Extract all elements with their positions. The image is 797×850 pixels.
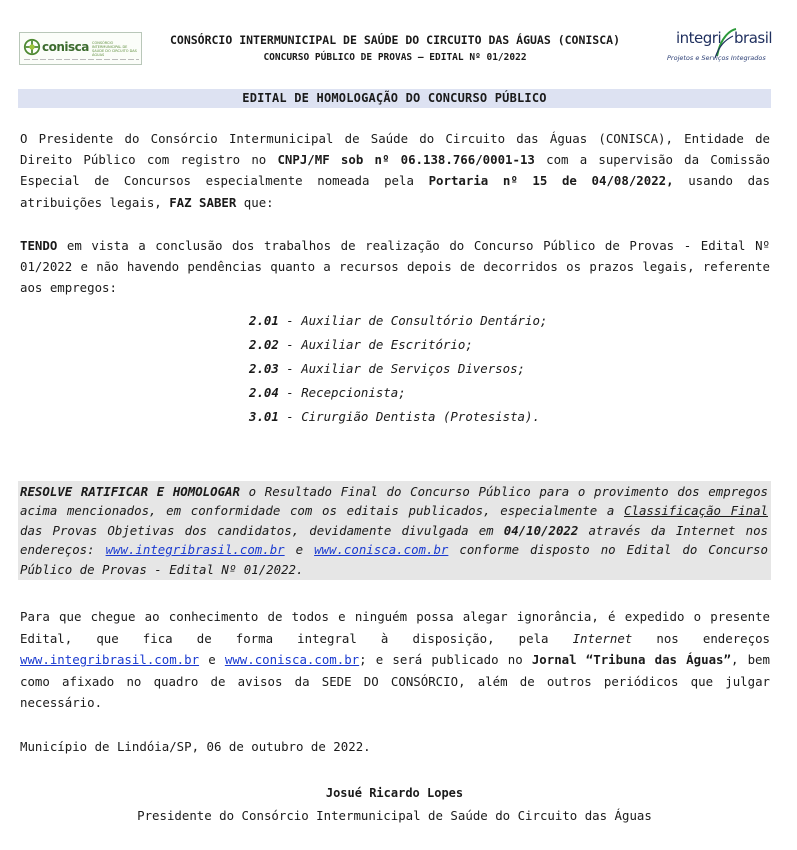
list-item <box>249 381 649 405</box>
job-name: - Recepcionista; <box>278 385 406 400</box>
resolve-date: 04/10/2022 <box>503 522 579 538</box>
integribrasil-logo <box>664 26 784 70</box>
tendo-text: em vista a conclusão dos trabalhos de realização do Concurso Público de Provas - Edital Nº 01/2022 e não havendo pendências quanto a recursos depois de decorridos os prazos legais, referente aos empregos: <box>20 238 770 296</box>
conisca-logo-text: conisca <box>42 40 89 54</box>
list-item <box>249 333 649 357</box>
document-title: EDITAL DE HOMOLOGAÇÃO DO CONCURSO PÚBLICO <box>242 91 547 105</box>
signatory-role: Presidente do Consórcio Intermunicipal de Saúde do Circuito das Águas <box>137 808 652 823</box>
pub-text-2: nos endereços <box>632 630 770 646</box>
pub-text-3: e <box>199 652 225 668</box>
conisca-link-2[interactable]: www.conisca.com.br <box>224 652 360 668</box>
tendo-paragraph <box>20 235 770 299</box>
intro-faz-saber: FAZ SABER <box>169 194 237 210</box>
integribrasil-logo-text-b: brasil <box>734 29 773 47</box>
job-code: 2.01 <box>249 313 279 328</box>
list-item <box>249 357 649 381</box>
conisca-logo-subtitle: CONSÓRCIO INTERMUNICIPAL DE SAÚDE DO CIRCUITO DAS ÁGUAS <box>92 41 137 57</box>
job-list <box>249 309 649 429</box>
resolve-text-4: e <box>284 542 315 558</box>
job-code: 2.03 <box>249 361 279 376</box>
signatory-name: Josué Ricardo Lopes <box>325 786 464 800</box>
intro-text-4: que: <box>236 194 274 210</box>
job-code: 2.02 <box>249 337 279 352</box>
integribrasil-tagline: Projetos e Serviços Integrados <box>667 54 766 62</box>
intro-paragraph <box>20 128 770 213</box>
resolve-text-3: através da Internet nos endereços: <box>20 522 768 558</box>
resolve-box <box>18 481 771 580</box>
conisca-link[interactable]: www.conisca.com.br <box>314 542 449 558</box>
intro-text-3: usando das atribuições legais, <box>20 173 770 210</box>
classificacao-final: Classificação Final <box>624 503 768 519</box>
pub-internet: Internet <box>572 630 633 646</box>
resolve-text-2: das Provas Objetivas dos candidatos, devidamente divulgada em <box>20 522 504 538</box>
header-title: CONSÓRCIO INTERMUNICIPAL DE SAÚDE DO CIRCUITO DAS ÁGUAS (CONISCA) <box>169 33 621 47</box>
resolve-keyword: RESOLVE RATIFICAR E HOMOLOGAR <box>20 484 240 499</box>
resolve-paragraph <box>20 482 768 579</box>
header-subtitle: CONCURSO PÚBLICO DE PROVAS – EDITAL Nº 01/2022 <box>263 52 527 63</box>
conisca-emblem-icon <box>23 38 41 56</box>
job-name: - Auxiliar de Consultório Dentário; <box>278 313 548 328</box>
job-name: - Cirurgião Dentista (Protesista). <box>278 409 540 424</box>
intro-text-2: com a supervisão da Comissão Especial de Concursos especialmente nomeada pela <box>20 152 770 189</box>
pub-text-4: ; e será publicado no <box>359 652 532 668</box>
pub-text-1: Para que chegue ao conhecimento de todos e ninguém possa alegar ignorância, é expedido o presente Edital, que fica de forma integral à disposição, pela <box>20 609 770 646</box>
conisca-logo <box>19 32 142 65</box>
resolve-text-1: o Resultado Final do Concurso Público para o provimento dos empregos acima mencionados, em conformidade com os editais publicados, especialmente a <box>20 484 768 519</box>
list-item <box>249 309 649 333</box>
job-name: - Auxiliar de Serviços Diversos; <box>278 361 526 376</box>
document-title-bar <box>18 89 771 108</box>
list-item <box>249 405 649 429</box>
tendo-keyword: TENDO <box>20 238 58 253</box>
job-name: - Auxiliar de Escritório; <box>278 337 473 352</box>
publication-paragraph <box>20 606 770 714</box>
integribrasil-link-2[interactable]: www.integribrasil.com.br <box>20 652 200 668</box>
integribrasil-link[interactable]: www.integribrasil.com.br <box>105 542 285 558</box>
pub-text-5: , bem como afixado no quadro de avisos da SEDE DO CONSÓRCIO, além de outros periódicos que julgar necessário. <box>20 652 770 711</box>
pub-jornal: Jornal “Tribuna das Águas” <box>531 652 731 668</box>
conisca-logo-footline <box>24 58 139 61</box>
intro-portaria: Portaria nº 15 de 04/08/2022, <box>428 173 674 189</box>
job-code: 2.04 <box>249 385 279 400</box>
intro-text-1: O Presidente do Consórcio Intermunicipal de Saúde do Circuito das Águas (CONISCA), Entidade de Direito Público com registro no <box>20 131 770 168</box>
place-date: Município de Lindóia/SP, 06 de outubro de 2022. <box>20 739 371 754</box>
job-code: 3.01 <box>249 409 279 424</box>
intro-cnpj: CNPJ/MF sob nº 06.138.766/0001-13 <box>277 152 535 168</box>
resolve-text-5: conforme disposto no Edital do Concurso Público de Provas - Edital Nº 01/2022. <box>20 542 768 577</box>
integribrasil-logo-text-a: integri <box>676 29 722 47</box>
